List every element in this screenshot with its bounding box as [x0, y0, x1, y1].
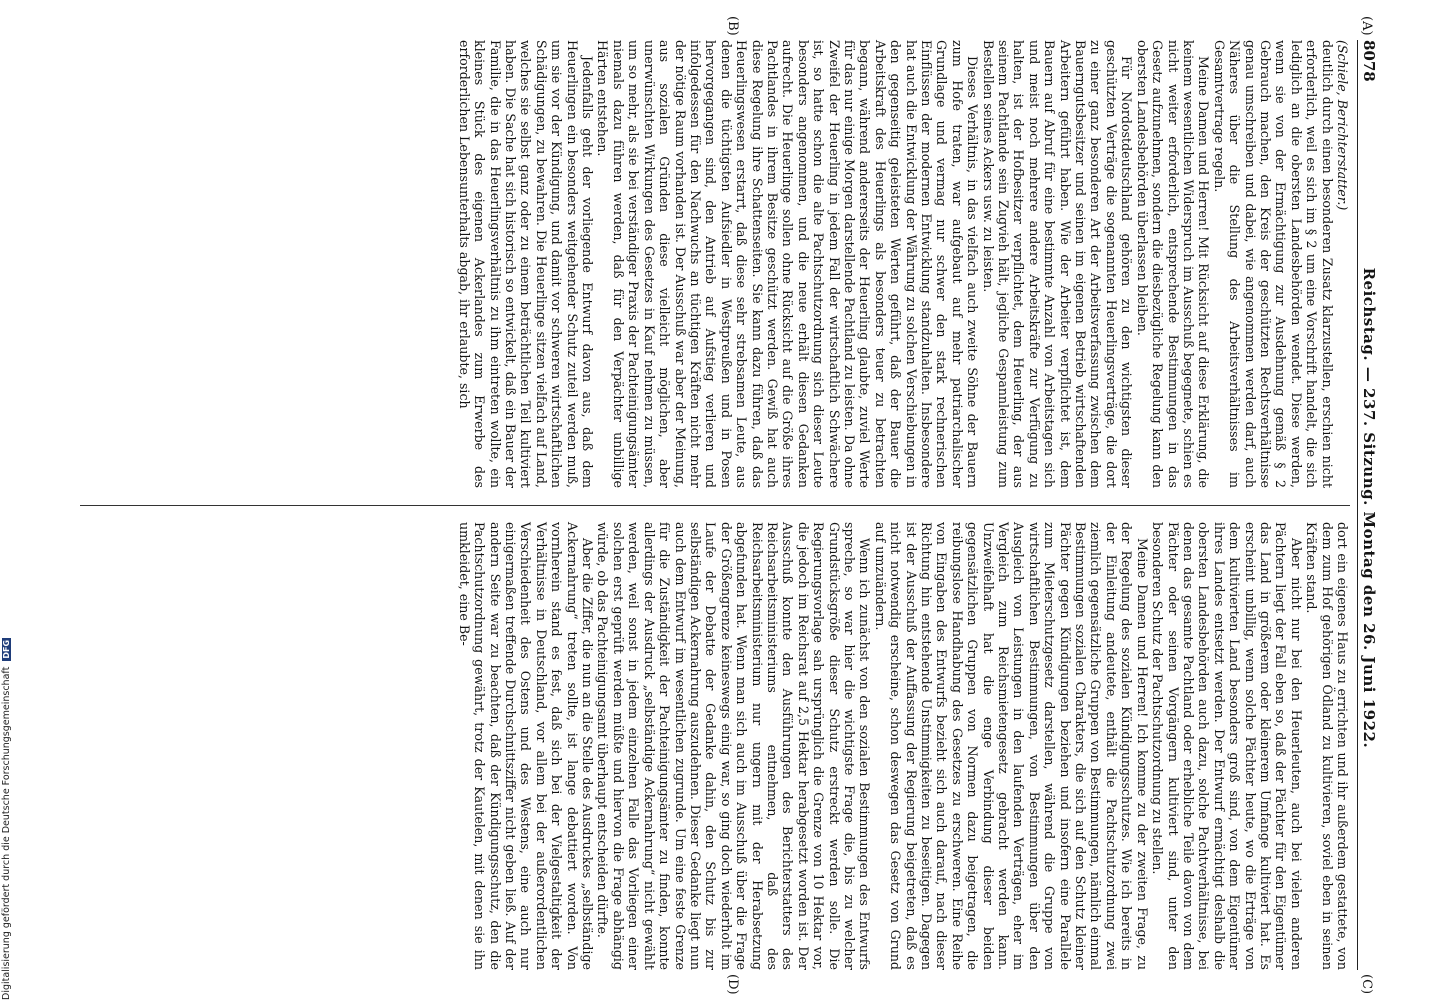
page-number: 8078: [1360, 40, 1378, 82]
paragraph: Dieses Verhältnis, in das vielfach auch zweite Söhne der Bauern zum Hofe traten, war aufgebaut auf mehr patriarchalischer Grundlage und vermag nur schwer den stark rechnerischen Einflüssen der modernen Entwicklung standzuhalten. Insbesondere hat auch die Entwicklung der Währung zu solchen Verschiebungen in den gegenseitig geleisteten Werten geführt, daß der Bauer die Arbeitskraft des Heuerlings als besonders teuer zu betrachten begann, während andererseits der Heuerling glaubte, zuviel Werte für das nur einige Morgen darstellende Pachtland zu leisten. Da ohne Zweifel der Heuerling in jedem Fall der wirtschaftlich Schwächere ist, so hatte schon die alte Pachtschutzordnung sich dieser Leute besonders angenommen, und die neue erhält diesen Gedanken aufrecht. Die Heuerlinge sollen ohne Rücksicht auf die Größe ihres Pachtlandes in ihrem Besitze geschützt werden. Gewiß hat auch diese Regelung ihre Schattenseiten. Sie kann dazu führen, daß das Heuerlingswesen erstarrt, daß diese sehr strebsamen Leute, aus denen die tüchtigsten Aufsiedler in Westpreußen und in Posen hervorgegangen sind, den Antrieb auf Aufstieg verlieren und infolgedessen für den Nachwuchs an tüchtigen Kräften nicht mehr der nötige Raum vorhanden ist. Der Ausschuß war aber der Meinung, aus sozialen Gründen diese vielleicht möglichen, aber unerwünschten Wirkungen des Gesetzes in Kauf nehmen zu müssen, um so mehr, als sie bei verständiger Praxis der Pachteinigungsämter niemals dazu führen werden, daß für den Verpächter unbillige Härten entstehen.: [595, 40, 981, 488]
paragraph: Meine Damen und Herren! Mit Rücksicht auf diese Erklärung, die keinem wesentlichen Widerspruch im Ausschuß begegnete, schien es nicht weiter erforderlich, entsprechende Bestimmungen in das Gesetz aufzunehmen, sondern die diesbezügliche Regelung kann den obersten Landesbehörden überlassen bleiben.: [1134, 40, 1212, 488]
page-header: [1357, 40, 1380, 970]
paragraph: Aber die Ziffer, die nun an die Stelle des Ausdruckes „selbständige Ackernahrung“ treten sollte, ist lange debattiert worden. Von vornherein stand es fest, daß sich bei der Vielgestaltigkeit der Verhältnisse in Deutschland, vor allem bei der außerordentlichen Verschiedenheit des Ostens und des Westens, eine auch nur einigermaßen treffende Durchschnittsziffer nicht geben ließ. Auf der andern Seite war zu beachten, daß der Kündigungsschutz, den die Pachtschutzordnung gewährt, trotz der Kautelen, mit denen sie ihn umkleidet, eine Be-: [456, 522, 596, 970]
left-column: [80, 40, 1350, 488]
rotated-page-content: [70, 16, 1380, 995]
page-title: Reichstag. — 237. Sitzung. Montag den 26. Juni 1922.: [1360, 267, 1378, 749]
column-rule: [80, 505, 1350, 506]
speaker-line: (Schiele, Berichterstatter.): [1335, 40, 1350, 211]
margin-mark-b: (B): [725, 16, 740, 36]
paragraph: Aber nicht nur bei den Heuerleuten, auch bei vielen anderen Pächtern liegt der Fall eben so, daß der Pächter für den Eigentümer das Land in größerem oder kleinerem Umfange kultiviert hat. Es erscheint unbillig, wenn solche Pächter heute, wo die Erträge von dem kultivierten Land besonders groß sind, von dem Eigentümer ihres Landes entsetzt werden. Der Entwurf ermächtigt deshalb die obersten Landesbehörden auch dazu, solche Pachtverhältnisse, bei denen das gesamte Pachtland oder erhebliche Teile davon von dem Pächter oder seinen Vorgängern kultiviert sind, unter den besonderen Schutz der Pachtschutzordnung zu stellen.: [1150, 522, 1304, 970]
right-column: [80, 522, 1350, 970]
digitization-credit: [1, 620, 12, 1000]
paragraph: Meine Damen und Herren! Ich komme zu der zweiten Frage, zu der Regelung des sozialen Kündigungsschutzes. Wie ich bereits in der Einleitung andeutete, enthält die Pachtschutzordnung zwei ziemlich gegensätzliche Gruppen von Bestimmungen, nämlich einmal Bestimmungen sozialen Charakters, die sich auf den Schutz kleiner Pächter gegen Kündigungen beziehen und insofern eine Parallele zum Mieterschutzgesetz darstellen, während die Gruppe von wirtschaftlichen Bestimmungen, von Bestimmungen über den Ausgleich von Leistungen in den laufenden Verträgen, eher im Vergleich zum Reichsmietengesetz gebracht werden kann. Unzweifelhaft hat die enge Verbindung dieser beiden gegensätzlichen Gruppen von Normen dazu beigetragen, die reibungslose Handhabung des Gesetzes zu erschweren. Eine Reihe von Eingaben des Entwurfs bezieht sich auch darauf, nach dieser Richtung hin entstehende Unstimmigkeiten zu beseitigen. Dagegen ist der Ausschuß der Auffassung der Regierung beigetreten, daß es nicht notwendig erscheine, schon deswegen das Gesetz von Grund auf umzuändern.: [872, 522, 1150, 970]
margin-mark-c: (C): [1359, 974, 1374, 995]
margin-mark-d: (D): [725, 974, 740, 995]
margin-mark-a: (A): [1359, 16, 1374, 36]
paragraph: dort ein eigenes Haus zu errichten und ihr außerdem gestattete, von dem zum Hof gehörigen Ödland zu kultivieren, soviel eben in seinen Kräften stand.: [1304, 522, 1350, 970]
paragraph: Für Nordostdeutschland gehören zu den wichtigsten dieser geschützten Verträge die sogenannten Heuerlingsverträge, die dort zu einer ganz besonderen Art der Arbeitsverfassung zwischen dem Bauerngutsbesitzer und seinen im eigenen Betrieb wirtschaftenden Arbeitern geführt haben. Wie der Arbeiter verpflichtet ist, dem Bauern auf Abruf für eine bestimmte Anzahl von Arbeitstagen sich und meist noch mehrere andere Arbeitskräfte zur Verfügung zu halten, ist der Hofbesitzer verpflichtet, dem Heuerling, der aus seinem Pachtlande sein Zugvieh hält, jegliche Gespannleistung zum Bestellen seines Ackers usw. zu leisten.: [980, 40, 1135, 488]
paragraph: deutlich durch einen besonderen Zusatz klarzustellen, erschien nicht erforderlich, weil es sich im § 2 um eine Vorschrift handelt, die sich lediglich an die obersten Landesbehörden wendet. Diese werden, wenn sie von der Ermächtigung zur Ausdehnung gemäß § 2 Gebrauch machen, den Kreis der geschützten Rechtsverhältnisse genau umschreiben und dabei, wie angenommen werden darf, auch Näheres über die Stellung des Arbeitsverhältnisses im Gesamtvertrage regeln.: [1211, 40, 1335, 488]
paragraph: Wenn ich zunächst von den sozialen Bestimmungen des Entwurfs spreche, so war hier die wichtigste Frage die, bis zu welcher Grundstücksgröße dieser Schutz erstreckt werden solle. Die Regierungsvorlage sah ursprünglich die Grenze von 10 Hektar vor, die jedoch im Reichsrat auf 2,5 Hektar herabgesetzt worden ist. Der Ausschuß konnte den Ausführungen des Berichterstatters des Reichsarbeitsministeriums entnehmen, daß des Reichsarbeitsministerium nur ungern mit der Herabsetzung abgefunden hat. Wenn man sich auch im Ausschuß über die Frage der Größengrenze keineswegs einig war, so ging doch wiederholt im Laufe der Debatte der Gedanke dahin, den Schutz bis zur selbständigen Ackernahrung auszudehnen. Dieser Gedanke liegt nun auch dem Entwurf im wesentlichen zugrunde. Um eine feste Grenze für die Zuständigkeit der Pachteinigungsämter zu finden, konnte allerdings der Ausdruck „selbständige Ackernahrung“ nicht gewählt werden, weil sonst in jedem einzelnen Falle das Vorliegen einer solchen erst geprüft werden müßte und hiervon die Frage abhängig würde, ob das Pachteinigungsamt überhaupt entscheiden dürfte.: [595, 522, 873, 970]
dfg-logo: DFG: [2, 639, 11, 659]
credit-text: Digitalisierung gefördert durch die Deutsche Forschungsgemeinschaft: [1, 666, 12, 1000]
paragraph: Jedenfalls geht der vorliegende Entwurf davon aus, daß dem Heuerlingen ein besonders weitgehender Schutz zuteil werden muß, um sie vor der Kündigung, und damit vor schweren wirtschaftlichen Schädigungen, zu bewahren. Die Heuerlinge sitzen vielfach auf Land, welches sie selbst ganz oder zu einem beträchtlichen Teil kultiviert haben. Die Sache hat sich historisch so entwickelt, daß ein Bauer der Familie, die in das Heuerlingsverhältnis zu ihm eintreten wollte, ein kleines Stück des eigenen Ackerlandes zum Erwerbe des erforderlichen Lebensunterhalts abgab, ihr erlaubte, sich: [456, 40, 596, 488]
